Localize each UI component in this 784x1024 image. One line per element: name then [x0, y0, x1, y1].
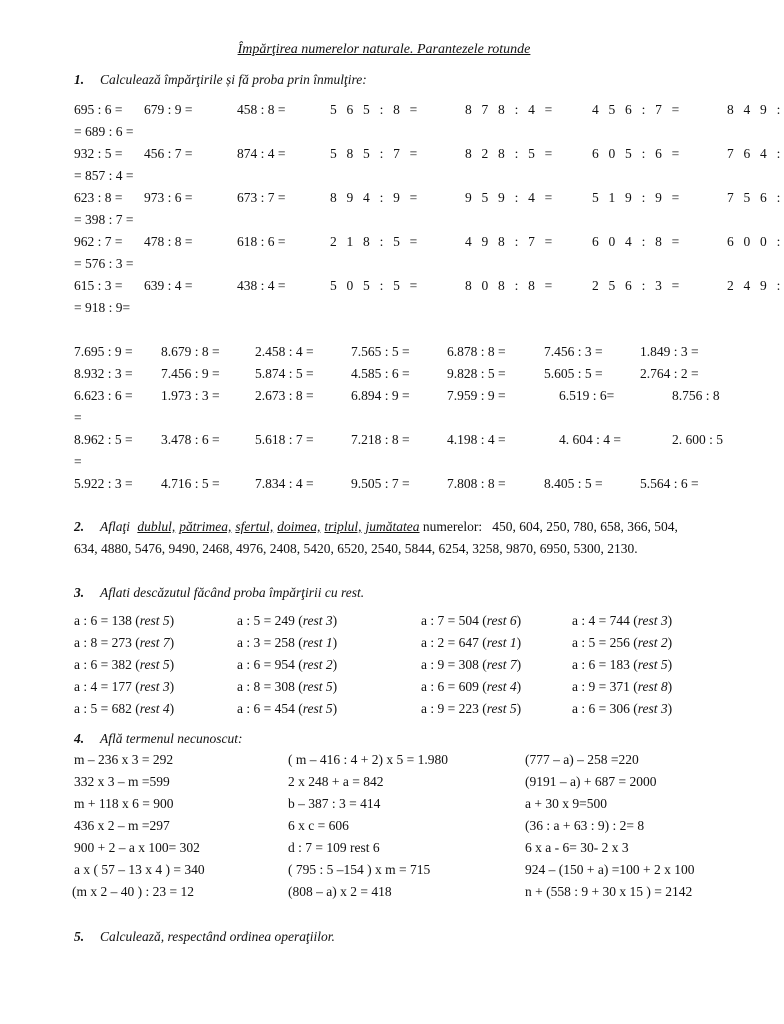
division-problem: 7.834 : 4 =: [255, 476, 314, 491]
remainder-text: a : 9 = 223 (: [421, 701, 487, 716]
division-problem: 7 5 6 :: [727, 190, 784, 205]
equation: 900 + 2 – a x 100= 302: [74, 840, 200, 855]
remainder-text: a : 4 = 744 (: [572, 613, 638, 628]
equation: (777 – a) – 258 =220: [525, 752, 639, 767]
division-problem: 6.519 : 6=: [559, 388, 615, 403]
exercise-5-instruction: Calculează, respectând ordinea operaţiilor.: [100, 929, 335, 944]
division-problem-continued: =: [74, 410, 82, 425]
remainder-text: a : 8 = 273 (: [74, 635, 140, 650]
division-problem: 4.716 : 5 =: [161, 476, 220, 491]
remainder-problem: [421, 613, 521, 629]
remainder-text: a : 4 = 177 (: [74, 679, 140, 694]
division-problem: 5 1 9 : 9 =: [592, 190, 683, 205]
division-problem-continued: = 689 : 6 =: [74, 124, 134, 139]
remainder-text: a : 2 = 647 (: [421, 635, 487, 650]
equation: (808 – a) x 2 = 418: [288, 884, 392, 899]
division-problem: 932 : 5 =: [74, 146, 123, 161]
remainder-text: a : 9 = 371 (: [572, 679, 638, 694]
division-problem: 618 : 6 =: [237, 234, 286, 249]
exercise-2-operation-words: [133, 519, 419, 534]
division-problem: 623 : 8 =: [74, 190, 123, 205]
division-problem: 4.198 : 4 =: [447, 432, 506, 447]
remainder-text: a : 5 = 682 (: [74, 701, 140, 716]
exercise-2-lead: Aflaţi: [100, 519, 130, 534]
division-problem: 1.849 : 3 =: [640, 344, 699, 359]
division-problem: 6 0 0 :: [727, 234, 784, 249]
remainder-problem: [572, 701, 672, 717]
remainder-label: rest 6: [486, 613, 517, 628]
division-problem: 5 6 5 : 8 =: [330, 102, 421, 117]
remainder-text: ): [516, 635, 522, 650]
remainder-problem: [237, 679, 337, 695]
remainder-problem: [572, 679, 672, 695]
operation-word: jumătatea: [365, 519, 420, 534]
exercise-2-line-1: [74, 519, 678, 535]
exercise-2-number: 2.: [74, 519, 85, 534]
remainder-label: rest 5: [486, 701, 517, 716]
division-problem-continued: =: [74, 454, 82, 469]
remainder-label: rest 5: [139, 613, 170, 628]
remainder-text: a : 6 = 138 (: [74, 613, 140, 628]
equation: 924 – (150 + a) =100 + 2 x 100: [525, 862, 695, 877]
remainder-text: ): [169, 701, 175, 716]
division-problem: 874 : 4 =: [237, 146, 286, 161]
remainder-text: ): [169, 635, 175, 650]
division-problem: 2. 600 : 5: [672, 432, 724, 447]
equation: m – 236 x 3 = 292: [74, 752, 174, 767]
remainder-text: ): [667, 613, 673, 628]
exercise-4-heading: [74, 731, 242, 747]
remainder-problem: [572, 635, 672, 651]
division-problem: 458 : 8 =: [237, 102, 286, 117]
exercise-1-number: 1.: [74, 72, 85, 87]
exercise-3-heading: [74, 585, 364, 601]
remainder-problem: [421, 679, 521, 695]
exercise-1-instruction: Calculează împărţirile și fă proba prin înmulţire:: [100, 72, 367, 87]
division-problem-continued: = 576 : 3 =: [74, 256, 134, 271]
equation: m + 118 x 6 = 900: [74, 796, 174, 811]
division-problem: 478 : 8 =: [144, 234, 193, 249]
equation: n + (558 : 9 + 30 x 15 ) = 2142: [525, 884, 693, 899]
remainder-label: rest 3: [637, 613, 668, 628]
division-problem: 9 5 9 : 4 =: [465, 190, 556, 205]
exercise-2-numbers-line-1: 450, 604, 250, 780, 658, 366, 504,: [492, 519, 678, 534]
equation: 436 x 2 – m =297: [74, 818, 170, 833]
division-problem: 5.874 : 5 =: [255, 366, 314, 381]
division-problem: 6.623 : 6 =: [74, 388, 133, 403]
division-problem: 7.218 : 8 =: [351, 432, 410, 447]
remainder-text: a : 6 = 454 (: [237, 701, 303, 716]
equation: (9191 – a) + 687 = 2000: [525, 774, 657, 789]
remainder-problem: [237, 613, 337, 629]
division-problem: 7 6 4 :: [727, 146, 784, 161]
division-problem: 5 0 5 : 5 =: [330, 278, 421, 293]
remainder-label: rest 1: [486, 635, 517, 650]
equation: ( m – 416 : 4 + 2) x 5 = 1.980: [288, 752, 448, 767]
division-problem: 4.585 : 6 =: [351, 366, 410, 381]
remainder-text: a : 3 = 258 (: [237, 635, 303, 650]
division-problem: 4 5 6 : 7 =: [592, 102, 683, 117]
remainder-label: rest 4: [486, 679, 517, 694]
division-problem: 9.505 : 7 =: [351, 476, 410, 491]
exercise-3-number: 3.: [74, 585, 85, 600]
exercise-4-number: 4.: [74, 731, 85, 746]
equation: (m x 2 – 40 ) : 23 = 12: [72, 884, 194, 899]
remainder-text: ): [516, 679, 522, 694]
equation: b – 387 : 3 = 414: [288, 796, 381, 811]
division-problem: 1.973 : 3 =: [161, 388, 220, 403]
remainder-text: ): [332, 679, 338, 694]
exercise-2-tail: numerelor:: [422, 519, 483, 534]
remainder-text: ): [667, 679, 673, 694]
remainder-label: rest 5: [139, 657, 170, 672]
remainder-label: rest 2: [302, 657, 333, 672]
remainder-text: ): [516, 613, 522, 628]
division-problem: 2 1 8 : 5 =: [330, 234, 421, 249]
equation: 332 x 3 – m =599: [74, 774, 170, 789]
remainder-label: rest 5: [637, 657, 668, 672]
operation-word: doimea,: [277, 519, 321, 534]
remainder-text: a : 6 = 382 (: [74, 657, 140, 672]
equation: d : 7 = 109 rest 6: [288, 840, 380, 855]
division-problem: 615 : 3 =: [74, 278, 123, 293]
operation-word: sfertul,: [235, 519, 274, 534]
remainder-text: a : 6 = 609 (: [421, 679, 487, 694]
division-problem-continued: = 398 : 7 =: [74, 212, 134, 227]
remainder-label: rest 3: [139, 679, 170, 694]
remainder-problem: [421, 635, 521, 651]
division-problem: 5 8 5 : 7 =: [330, 146, 421, 161]
division-problem: 456 : 7 =: [144, 146, 193, 161]
remainder-label: rest 8: [637, 679, 668, 694]
division-problem: 4 9 8 : 7 =: [465, 234, 556, 249]
remainder-text: a : 9 = 308 (: [421, 657, 487, 672]
division-problem: 8.932 : 3 =: [74, 366, 133, 381]
division-problem: 7.565 : 5 =: [351, 344, 410, 359]
equation: a x ( 57 – 13 x 4 ) = 340: [74, 862, 205, 877]
remainder-problem: [421, 657, 521, 673]
division-problem: 4. 604 : 4 =: [559, 432, 621, 447]
division-problem: 8.756 : 8: [672, 388, 720, 403]
exercise-1-heading: [74, 72, 367, 88]
division-problem: 7.456 : 3 =: [544, 344, 603, 359]
operation-word: dublul,: [137, 519, 176, 534]
equation: a + 30 x 9=500: [525, 796, 607, 811]
division-problem: 2.458 : 4 =: [255, 344, 314, 359]
remainder-text: ): [332, 613, 338, 628]
division-problem: 2 4 9 :: [727, 278, 784, 293]
remainder-text: ): [169, 613, 175, 628]
remainder-text: ): [332, 701, 338, 716]
remainder-text: a : 6 = 306 (: [572, 701, 638, 716]
division-problem-continued: = 857 : 4 =: [74, 168, 134, 183]
division-problem: 8.679 : 8 =: [161, 344, 220, 359]
division-problem: 6 0 4 : 8 =: [592, 234, 683, 249]
division-problem: 8.962 : 5 =: [74, 432, 133, 447]
division-problem: 6.878 : 8 =: [447, 344, 506, 359]
remainder-problem: [74, 635, 174, 651]
remainder-text: a : 8 = 308 (: [237, 679, 303, 694]
division-problem: 2 5 6 : 3 =: [592, 278, 683, 293]
division-problem: 5.922 : 3 =: [74, 476, 133, 491]
remainder-problem: [74, 679, 174, 695]
exercise-2-numbers-line-2: 634, 4880, 5476, 9490, 2468, 4976, 2408, 5420, 6520, 2540, 5844, 6254, 3258, 9870, 6950, 5300, 2130.: [74, 541, 638, 556]
remainder-text: a : 6 = 183 (: [572, 657, 638, 672]
division-problem: 7.808 : 8 =: [447, 476, 506, 491]
remainder-text: a : 5 = 249 (: [237, 613, 303, 628]
remainder-problem: [74, 657, 174, 673]
remainder-text: ): [667, 635, 673, 650]
division-problem: 2.764 : 2 =: [640, 366, 699, 381]
remainder-text: ): [667, 701, 673, 716]
division-problem: 695 : 6 =: [74, 102, 123, 117]
remainder-problem: [572, 613, 672, 629]
equation: (36 : a + 63 : 9) : 2= 8: [525, 818, 645, 833]
remainder-text: ): [667, 657, 673, 672]
division-problem: 3.478 : 6 =: [161, 432, 220, 447]
exercise-5-heading: [74, 929, 335, 945]
remainder-text: ): [332, 635, 338, 650]
operation-word: pătrimea,: [179, 519, 232, 534]
remainder-problem: [74, 613, 174, 629]
operation-word: triplul,: [324, 519, 362, 534]
remainder-problem: [572, 657, 672, 673]
remainder-text: a : 5 = 256 (: [572, 635, 638, 650]
remainder-problem: [421, 701, 521, 717]
division-problem: 7.456 : 9 =: [161, 366, 220, 381]
division-problem: 8 7 8 : 4 =: [465, 102, 556, 117]
remainder-problem: [237, 701, 337, 717]
remainder-text: a : 6 = 954 (: [237, 657, 303, 672]
remainder-problem: [237, 657, 337, 673]
equation: ( 795 : 5 –154 ) x m = 715: [288, 862, 431, 877]
division-problem: 8.405 : 5 =: [544, 476, 603, 491]
equation: 6 x c = 606: [288, 818, 349, 833]
remainder-label: rest 5: [302, 701, 333, 716]
exercise-5-number: 5.: [74, 929, 85, 944]
remainder-label: rest 3: [637, 701, 668, 716]
division-problem: 5.564 : 6 =: [640, 476, 699, 491]
division-problem: 673 : 7 =: [237, 190, 286, 205]
division-problem: 973 : 6 =: [144, 190, 193, 205]
exercise-4-instruction: Află termenul necunoscut:: [100, 731, 243, 746]
remainder-text: ): [516, 657, 522, 672]
division-problem: 679 : 9 =: [144, 102, 193, 117]
remainder-label: rest 7: [486, 657, 517, 672]
exercise-3-instruction: Aflati descăzutul făcând proba împărţirii cu rest.: [100, 585, 365, 600]
division-problem: 639 : 4 =: [144, 278, 193, 293]
remainder-label: rest 3: [302, 613, 333, 628]
remainder-label: rest 4: [139, 701, 170, 716]
division-problem-continued: = 918 : 9=: [74, 300, 131, 315]
division-problem: 9.828 : 5 =: [447, 366, 506, 381]
division-problem: 8 9 4 : 9 =: [330, 190, 421, 205]
division-problem: 6 0 5 : 6 =: [592, 146, 683, 161]
division-problem: 8 0 8 : 8 =: [465, 278, 556, 293]
division-problem: 7.959 : 9 =: [447, 388, 506, 403]
remainder-label: rest 5: [302, 679, 333, 694]
remainder-label: rest 1: [302, 635, 333, 650]
division-problem: 7.695 : 9 =: [74, 344, 133, 359]
remainder-text: ): [169, 657, 175, 672]
division-problem: 438 : 4 =: [237, 278, 286, 293]
remainder-label: rest 2: [637, 635, 668, 650]
division-problem: 962 : 7 =: [74, 234, 123, 249]
remainder-label: rest 7: [139, 635, 170, 650]
division-problem: 6.894 : 9 =: [351, 388, 410, 403]
remainder-text: ): [169, 679, 175, 694]
division-problem: 2.673 : 8 =: [255, 388, 314, 403]
division-problem: 8 2 8 : 5 =: [465, 146, 556, 161]
division-problem: 5.605 : 5 =: [544, 366, 603, 381]
equation: 2 x 248 + a = 842: [288, 774, 384, 789]
division-problem: 8 4 9 :: [727, 102, 784, 117]
remainder-text: ): [516, 701, 522, 716]
worksheet-title: Împărţirea numerelor naturale. Parantezele rotunde: [237, 42, 531, 57]
equation: 6 x a - 6= 30- 2 x 3: [525, 840, 629, 855]
remainder-problem: [237, 635, 337, 651]
division-problem: 5.618 : 7 =: [255, 432, 314, 447]
remainder-text: a : 7 = 504 (: [421, 613, 487, 628]
remainder-problem: [74, 701, 174, 717]
remainder-text: ): [332, 657, 338, 672]
